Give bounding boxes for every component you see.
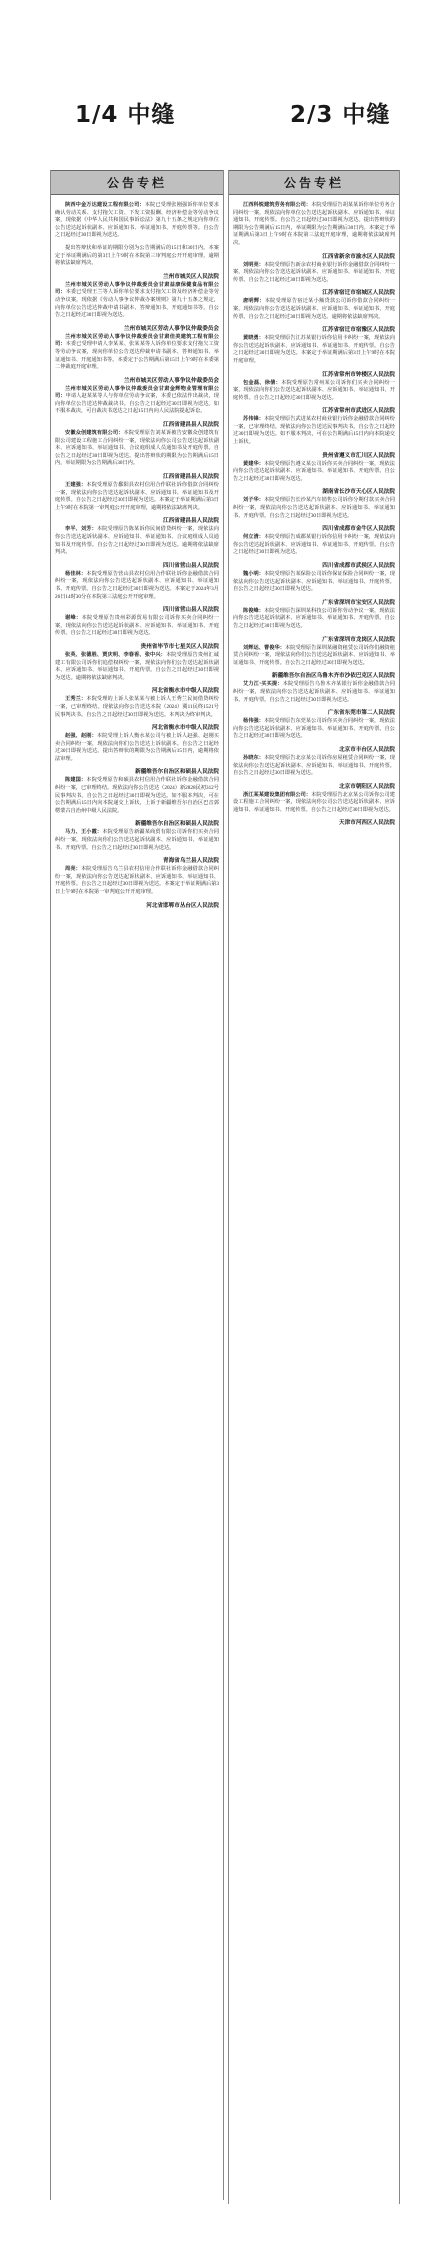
notice-item	[55, 562, 219, 601]
notice-content: 本院受理原告鄱阳县农村信用合作联社诉你借款合同纠纷一案，现依法向你公告送达起诉状副本、应诉通知书、举证通知书及开庭传票。自公告之日起经过30日即视为送达。本案定于举证期满后第3日上午9时在本院第一审判庭公开开庭审理，逾期将依法缺席判决。	[55, 482, 219, 511]
notice-item	[55, 473, 219, 512]
notice-text	[233, 380, 395, 403]
notice-addressee: 包金磊、徐倩：	[243, 379, 282, 386]
notice-item	[233, 636, 395, 668]
notice-content: 本院受理原告遵义某公司诉你买卖合同纠纷一案，现依法向你公告送达起诉状副本、应诉通知书、举证通知书、开庭传票。自公告之日起经过30日即视为送达。	[233, 460, 395, 482]
notice-court-name: 江苏省常州市武进区人民法院	[322, 408, 395, 415]
notice-addressee: 李平、刘芳：	[65, 526, 97, 533]
notice-addressee: 杨伟强：	[243, 718, 264, 725]
notice-addressee: 周亮：	[65, 866, 81, 873]
notice-text	[233, 718, 395, 741]
notice-item	[55, 245, 219, 268]
notice-content: 本院受理原告深圳某科技公司诉你劳动争议一案，现依法向你公告送达起诉状副本、应诉通知书、举证通知书、开庭传票。自公告之日起经过30日即视为送达。	[233, 607, 395, 629]
notice-content: 本院受理原告深圳某融资租赁公司诉你们融资租赁合同纠纷一案，现依法向你们公告送达起诉状副本、应诉通知书、举证通知书、开庭传票。自公告之日起经过30日即视为送达。	[233, 644, 395, 666]
notice-item	[233, 709, 395, 741]
notice-item	[233, 202, 395, 248]
notice-addressee: 孙晓东：	[243, 754, 264, 761]
notice-item	[233, 371, 395, 403]
notice-text	[233, 645, 395, 668]
notice-item	[233, 326, 395, 365]
notice-item	[55, 273, 219, 320]
notice-content: 本院受理原告陈某诉你民间借贷纠纷一案，现依法向你公告送达起诉状副本、应诉通知书、举证通知书、合议庭组成人员通知书及开庭传票。自公告之日起经过30日即视为送达。逾期将依法缺席判决。	[55, 526, 219, 556]
notice-content: 本院受理原告贵州彩源贸易有限公司诉你买卖合同纠纷一案，现依法向你公告送达起诉状副本、应诉通知书、举证通知书、开庭传票。自公告之日起经过30日即视为送达。	[55, 615, 219, 637]
notice-item	[55, 325, 219, 372]
notice-addressee: 唐明辉：	[243, 298, 265, 305]
notice-court-name: 广东省深圳市宝安区人民法院	[322, 599, 395, 606]
notice-content: 本委已受理申请人李某某、张某某等人诉你单位要求支付拖欠工资等劳动争议案，现向你单位公告送达仲裁申请书副本、答辩通知书、举证通知书、开庭通知书等。本委定于公告期满后第15日上午9时在本委第二仲裁庭开庭审理。	[55, 341, 219, 371]
notice-court-name: 兰州市城关区人民法院	[163, 273, 219, 280]
notice-content: 本院受理原告和硕县农村信用合作联社诉你金融借款合同纠纷一案，已审理终结。现依法向你公告送达（2024）新2828民初312号民事判决书。自公告之日起经过30日即视为送达。如不服本判决，可在公告期满后15日内向本院递交上诉状，上诉于新疆维吾尔自治区巴音郭楞蒙古自治州中级人民法院。	[55, 777, 219, 814]
notice-item	[55, 202, 219, 240]
notice-court-name: 江西省建昌县人民法院	[163, 422, 219, 429]
notice-addressee: 兰州市城关区劳动人事争议仲裁委员会甘肃益康保健食品有限公司：	[55, 281, 219, 296]
notice-court-name: 四川省成都市金牛区人民法院	[322, 526, 395, 533]
right-column-body	[229, 195, 399, 827]
notice-court-name: 江苏省宿迁市宿城区人民法院	[322, 290, 395, 297]
notice-court-name: 贵州省遵义市汇川区人民法院	[322, 452, 395, 459]
left-column-label: 1/4 中缝	[75, 102, 176, 128]
notice-content: 本院受理原告江苏某银行诉你信用卡纠纷一案，现依法向你公告送达起诉状副本、应诉通知书、举证通知书、开庭传票。自公告之日起经过30日即视为送达。本案定于举证期满后第3日上午9时在本院开庭审理。	[233, 335, 395, 364]
notice-addressee: 魏小明：	[243, 571, 264, 577]
notice-addressee: 谢峰：	[65, 615, 82, 622]
notice-item	[55, 724, 219, 763]
notice-content: 本院受理原告常州某公司诉你们买卖合同纠纷一案，现依法向你们公告送达起诉状副本、应诉通知书、举证通知书、开庭传票。自公告之日起经过30日即视为送达。	[233, 379, 395, 401]
notice-content: 本院受理上诉人衡水某公司与被上诉人赵强、赵刚买卖合同纠纷一案，现依法向你们公告送达上诉状副本。自公告之日起经过30日即视为送达。提出答辩状的期限为公告期满后15日内，逾期将依法审理。	[55, 733, 219, 762]
notice-text	[55, 866, 219, 896]
notice-court-name: 新疆维吾尔自治区和硕县人民法院	[135, 769, 219, 776]
notice-court-name: 广东省深圳市龙岗区人民法院	[322, 636, 395, 643]
left-column-header: 公告专栏	[51, 170, 223, 195]
notice-court-name: 天津市河西区人民法院	[339, 820, 395, 827]
notice-item	[233, 289, 395, 321]
notice-item	[55, 902, 219, 910]
notice-item	[233, 407, 395, 446]
notice-item	[55, 857, 219, 896]
notice-text	[233, 262, 395, 285]
notice-content: 本院受理原告新疆某商贸有限公司诉你们买卖合同纠纷一案，现依法向你们公告送达起诉状副本、应诉通知书、举证通知书、开庭传票。自公告之日起经过30日即视为送达。	[55, 829, 219, 851]
notice-addressee: 安徽众创建筑有限公司：	[65, 430, 124, 437]
notice-item	[233, 599, 395, 631]
notice-court-name: 兰州市城关区劳动人事争议仲裁委员会	[123, 377, 219, 384]
notice-addressee: 江西科锐建筑劳务有限公司：	[243, 202, 312, 208]
notice-item	[233, 672, 395, 704]
notice-text	[55, 282, 219, 320]
notice-court-name: 河北省邯郸市丛台区人民法院	[146, 902, 219, 909]
notice-court-name: 江西省新余市渝水区人民法院	[322, 253, 395, 260]
notice-text	[55, 245, 219, 268]
notice-court-name: 四川省营山县人民法院	[163, 607, 219, 614]
notice-content: 本院受理原告胡某某诉你单位劳务合同纠纷一案，现依法向你单位公告送达起诉状副本、应诉通知书、举证通知书、开庭传票。自公告之日起经过30日即视为送达。提出答辩状的期限为公告期满后15日内，举证期限为公告期满后30日内。本案定于举证期满后第3日上午9时在本院第三法庭开庭审理，逾期将依法缺席判决。	[233, 202, 395, 246]
notice-item	[55, 606, 219, 638]
notice-addressee: 张英、张德胜、贾庆明、李春香、张中兴：	[65, 651, 166, 658]
notice-text	[233, 571, 395, 594]
notice-content: 本院受理原告乌兰县农村信用合作联社诉你金融借款合同纠纷一案，现依法向你公告送达起诉状副本、应诉通知书、举证通知书、开庭传票。自公告之日起经过30日即视为送达。本案定于举证期满后第3日上午9时在本院第一审判庭公开开庭审理。	[55, 866, 219, 895]
notice-text	[233, 792, 395, 815]
notice-addressee: 杨佳林：	[65, 570, 87, 577]
notice-item	[233, 562, 395, 594]
notice-addressee: 王秀兰：	[65, 696, 87, 703]
notice-text	[233, 298, 395, 321]
notice-item	[55, 687, 219, 719]
notice-text	[55, 482, 219, 512]
notice-addressee: 兰州市城关区劳动人事争议仲裁委员会甘肃佳美建筑工程有限公司：	[55, 333, 219, 348]
notice-addressee: 陈俊峰：	[243, 607, 264, 614]
notice-item	[233, 452, 395, 484]
notice-court-name: 新疆维吾尔自治区和硕县人民法院	[135, 821, 219, 828]
notice-addressee: 刘子华：	[243, 497, 264, 504]
notice-addressee: 刘明亮：	[243, 261, 264, 268]
notice-content: 本院受理原告贵州汇诚建工有限公司诉你们追偿权纠纷一案，现依法向你们公告送达起诉状副本、应诉通知书、举证通知书、开庭传票。自公告之日起经过30日即视为送达。逾期将依法缺席判决。	[55, 651, 219, 681]
notice-text	[233, 497, 395, 520]
notice-addressee: 马力、王小霞：	[65, 829, 103, 836]
notice-addressee: 赵强、赵刚：	[65, 733, 97, 740]
notice-addressee: 艾力江·买买提：	[243, 681, 283, 688]
notice-text	[55, 777, 219, 815]
notice-text	[55, 571, 219, 601]
notice-court-name: 青海省乌兰县人民法院	[163, 858, 219, 865]
notice-court-name: 兰州市城关区劳动人事争议仲裁委员会	[123, 325, 219, 332]
notice-text	[55, 615, 219, 638]
notice-addressee: 黄晓勇：	[243, 335, 264, 342]
notice-content: 本院受理原告营山县农村信用合作联社诉你金融借款合同纠纷一案，现依法向你公告送达起诉状副本、应诉通知书、举证通知书、开庭传票。自公告之日起经过30日即视为送达。本案定于2024年3月26日14时30分在本院第三法庭公开开庭审理。	[55, 570, 219, 600]
notice-content: 本委已受理王兰等人诉你单位要求支付拖欠工资及经济补偿金等劳动争议案，现依据《劳动人事争议仲裁办案规则》第九十五条之规定，向你单位公告送达仲裁申请书副本、答辩通知书、开庭通知书等。自公告之日起经过30日即视为送达。	[55, 289, 219, 319]
notice-court-name: 河北省衡水市中级人民法院	[151, 688, 219, 695]
notice-addressee: 陕西中金万达建设工程有限公司：	[65, 202, 145, 208]
notice-text	[55, 696, 219, 719]
notice-item	[55, 768, 219, 815]
notice-addressee: 兰州市城关区劳动人事争议仲裁委员会甘肃金辉物业管理有限公司：	[55, 385, 219, 400]
notice-court-name: 江西省建昌县人民法院	[163, 518, 219, 525]
notice-text	[233, 416, 395, 446]
notice-content: 本院受理原告成都某银行诉你信用卡纠纷一案，现依法向你公告送达起诉状副本、应诉通知书、举证通知书、开庭传票。自公告之日起经过30日即视为送达。	[233, 534, 395, 556]
notice-court-name: 新疆维吾尔自治区乌鲁木齐市沙依巴克区人民法院	[271, 673, 395, 680]
notice-content: 本院已受理张刚强诉你单位要求确认劳动关系、支付拖欠工资、下发工资报酬、经济补偿金等劳动争议案，现依据《中华人民共和国民事诉讼法》第九十五条之规定向你单位公告送达起诉状副本、应诉通知书、举证通知书、开庭传票等。自公告之日起经过30日即视为送达。	[55, 202, 219, 239]
notice-court-name: 湖南省长沙市天心区人民法院	[322, 489, 395, 496]
notice-text	[55, 386, 219, 416]
notice-court-name: 江苏省宿迁市宿豫区人民法院	[322, 327, 395, 334]
notice-addressee: 刘辉运、曹俊华：	[243, 644, 285, 651]
notice-text	[55, 334, 219, 372]
notice-content: 申请人赵某某等人与你单位劳动争议案，本委已依法作出裁决，现向你单位公告送达仲裁裁决书。自公告之日起经过30日即视为送达。如不服本裁决，可自裁决书送达之日起15日内向人民法院提起诉讼。	[55, 393, 219, 415]
notice-addressee: 何立清：	[243, 534, 264, 541]
notice-court-name: 河北省衡水市中级人民法院	[151, 725, 219, 732]
notice-item	[55, 421, 219, 468]
notice-content: 本院受理原告乌鲁木齐某银行诉你金融借款合同纠纷一案，现依法向你公告送达起诉状副本、应诉通知书、举证通知书、开庭传票。自公告之日起经过30日即视为送达。	[233, 681, 395, 703]
notice-addressee: 黄建华：	[243, 460, 264, 467]
notice-court-name: 江西省建昌县人民法院	[163, 474, 219, 481]
notice-text	[55, 202, 219, 240]
notice-content: 本院受理原告北京某公司诉你房屋租赁合同纠纷一案，现依法向你公告送达起诉状副本、应诉通知书、举证通知书、开庭传票。自公告之日起经过30日即视为送达。	[233, 754, 395, 777]
notice-content: 本院受理原告宿迁某小额贷款公司诉你借款合同纠纷一案，现依法向你公告送达起诉状副本、应诉通知书、举证通知书、开庭传票。自公告之日起经过30日即视为送达。逾期将依法缺席判决。	[233, 298, 395, 320]
notice-content: 本院受理原告刘某诉被告安徽众创建筑有限公司建设工程施工合同纠纷一案，现依法向你公司公告送达起诉状副本、应诉通知书、举证通知书、合议庭组成人员通知书及开庭传票。自公告之日起经过30日即视为送达。提出答辩状的期限为公告期满后15日内，举证期限为公告期满后30日内。	[55, 430, 219, 467]
notice-text	[55, 652, 219, 682]
notice-item	[233, 746, 395, 778]
notice-item	[233, 783, 395, 815]
right-notice-column	[228, 170, 400, 2204]
notice-text	[233, 335, 395, 365]
notice-addressee: 王建强：	[65, 482, 87, 489]
notice-text	[55, 829, 219, 852]
notice-court-name: 四川省成都市武侯区人民法院	[322, 563, 395, 569]
left-column-body	[51, 195, 223, 910]
notice-text	[55, 733, 219, 763]
notice-addressee: 浙江某某建设集团有限公司：	[243, 791, 312, 798]
notice-addressee: 陈建国：	[65, 777, 87, 784]
notice-item	[55, 643, 219, 682]
notice-court-name: 北京市丰台区人民法院	[339, 746, 395, 753]
notice-content: 本院受理原告武进某农村商业银行诉你金融借款合同纠纷一案，已审理终结。现依法向你公告送达民事判决书。自公告之日起经过30日即视为送达。如不服本判决，可在公告期满后15日内向本院递交上诉状。	[233, 416, 395, 446]
notice-court-name: 贵州省毕节市七星关区人民法院	[140, 643, 219, 650]
notice-text	[233, 534, 395, 557]
notice-text	[55, 430, 219, 468]
notice-addressee: 苏伟锋：	[243, 416, 264, 423]
notice-court-name: 广东省东莞市第二人民法院	[327, 710, 395, 717]
notice-text	[233, 755, 395, 778]
notice-item	[55, 377, 219, 416]
notice-item	[55, 820, 219, 852]
notice-court-name: 北京市朝阳区人民法院	[339, 783, 395, 790]
notice-content: 本院受理原告东莞某公司诉你买卖合同纠纷一案，现依法向你公告送达起诉状副本、应诉通知书、举证通知书、开庭传票。自公告之日起经过30日即视为送达。	[233, 718, 395, 740]
notice-court-name: 江苏省常州市钟楼区人民法院	[322, 371, 395, 378]
notice-content: 本院受理的上诉人张某某与被上诉人王秀兰民间借贷纠纷一案，已审理终结。现依法向你公告送达本院（2024）冀11民终1521号民事判决书。自公告之日起经过30日即视为送达。本判决为终审判决。	[55, 696, 219, 718]
notice-item	[233, 488, 395, 520]
notice-text	[55, 526, 219, 556]
notice-text	[233, 461, 395, 484]
notice-content: 提出答辩状和举证的期限分别为公告期满后的15日和30日内。本案定于举证期满后的第3日上午9时在本院第三审判庭公开开庭审理，逾期将依法缺席判决。	[55, 244, 219, 267]
notice-item	[55, 517, 219, 556]
notice-text	[233, 202, 395, 248]
notice-content: 本院受理原告新余农村商业银行诉你金融借款合同纠纷一案，现依法向你公告送达起诉状副本、应诉通知书、举证通知书、开庭传票。自公告之日起经过30日即视为送达。	[233, 261, 395, 283]
notice-item	[233, 819, 395, 827]
right-column-header: 公告专栏	[229, 170, 399, 195]
notice-item	[233, 253, 395, 285]
notice-content: 本院受理原告长沙某汽车销售公司诉你分期付款买卖合同纠纷一案，现依法向你公告送达起诉状副本、应诉通知书、举证通知书、开庭传票。自公告之日起经过30日即视为送达。	[233, 497, 395, 519]
left-notice-column	[50, 170, 224, 2200]
notice-content: 本院受理原告某保险公司诉你保证保险合同纠纷一案，现依法向你公告送达起诉状副本、应诉通知书、举证通知书、开庭传票。自公告之日起经过30日即视为送达。	[233, 571, 395, 593]
notice-text	[233, 608, 395, 631]
notice-item	[233, 525, 395, 557]
notice-content: 本院受理原告北京某公司诉你公司建设工程施工合同纠纷一案，现依法向你公司公告送达起诉状副本、应诉通知书、举证通知书、开庭传票。自公告之日起经过30日即视为送达。	[233, 791, 395, 813]
notice-text	[233, 681, 395, 704]
notice-court-name: 四川省营山县人民法院	[163, 562, 219, 569]
right-column-label: 2/3 中缝	[290, 102, 391, 128]
